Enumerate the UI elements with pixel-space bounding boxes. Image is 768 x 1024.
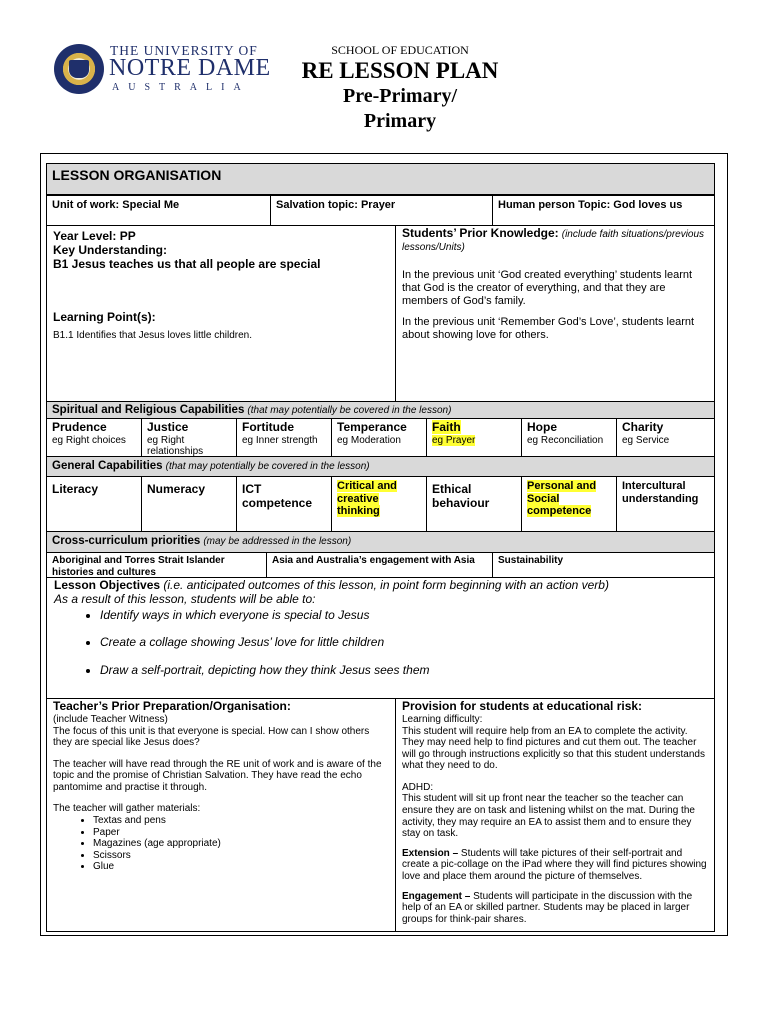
priority-aboriginal: Aboriginal and Torres Strait Islander histories and cultures — [46, 552, 267, 578]
capability-ict: ICT competence — [236, 476, 332, 532]
logo-line-1: THE UNIVERSITY OF — [110, 43, 258, 58]
teacher-prep-hint: (include Teacher Witness) — [53, 713, 168, 725]
capability-justice: Justice eg Right relationships — [141, 418, 237, 457]
prior-knowledge-label: Students’ Prior Knowledge: — [402, 226, 559, 240]
lesson-plan-table — [40, 153, 728, 936]
capability-ethical: Ethical behaviour — [426, 476, 522, 532]
teacher-prep-p2: The teacher will have read through the RE unit of work and is aware of the topic and the promise of Christian Salvation. They have read the echo pantomime and practise it through. — [53, 758, 382, 793]
capability-prudence: Prudence eg Right choices — [46, 418, 142, 457]
provision-label: Provision for students at educational risk: — [402, 699, 643, 713]
key-understanding-label: Key Understanding: — [53, 242, 168, 257]
teacher-prep-p1: The focus of this unit is that everyone is special. How can I show others they are special like Jesus does? — [53, 725, 370, 749]
capability-faith: Faith eg Prayer — [426, 418, 522, 457]
material-item: • Textas and pens — [93, 815, 389, 827]
engagement-label: Engagement – — [402, 890, 471, 902]
prior-knowledge-p2: In the previous unit ‘Remember God’s Love’, students learnt about showing love for others. — [402, 316, 695, 341]
capability-literacy: Literacy — [46, 476, 142, 532]
lesson-objectives-cell — [46, 577, 715, 699]
prior-knowledge-cell — [395, 225, 715, 402]
engagement-text: Students will participate in the discussion with the help of an EA or skilled partner. Students may be placed in larger groups for think-pair shares. — [402, 890, 693, 925]
capability-charity: Charity eg Service — [616, 418, 715, 457]
extension-label: Extension – — [402, 847, 459, 859]
capability-fortitude: Fortitude eg Inner strength — [236, 418, 332, 457]
spiritual-heading-note: (that may potentially be covered in the lesson) — [247, 405, 452, 416]
teacher-prep-label: Teacher’s Prior Preparation/Organisation: — [53, 699, 291, 713]
spiritual-heading-text: Spiritual and Religious Capabilities — [52, 404, 245, 416]
learning-difficulty-label: Learning difficulty: — [402, 713, 483, 725]
spiritual-capabilities-heading — [46, 401, 715, 419]
page-subtitle-1: Pre-Primary/ — [342, 85, 457, 107]
objectives-label: Lesson Objectives — [54, 578, 161, 592]
adhd-label: ADHD: — [402, 781, 434, 793]
material-item: • Paper — [93, 827, 389, 839]
extension-text: Students will take pictures of their self-portrait and create a pic-collage on the iPad where they will find pictures showing love and place them around the picture of themselves. — [402, 847, 707, 883]
priority-sustainability: Sustainability — [492, 552, 715, 578]
cross-heading-note: (may be addressed in the lesson) — [203, 536, 352, 547]
capability-temperance: Temperance eg Moderation — [331, 418, 427, 457]
objectives-note: (i.e. anticipated outcomes of this lesson, in point form beginning with an action verb) — [163, 578, 609, 592]
capability-intercultural: Intercultural understanding — [616, 476, 715, 532]
general-heading-note: (that may potentially be covered in the lesson) — [165, 461, 370, 472]
learning-difficulty-text: This student will require help from an EA to complete the activity. They may need help to find pictures and cut them out. The teacher will go through instructions explicitly so that this student understands what they need to do. — [402, 725, 705, 772]
capability-critical-thinking: Critical and creative thinking — [331, 476, 427, 532]
salvation-topic: Salvation topic: Prayer — [270, 194, 493, 226]
general-heading-text: General Capabilities — [52, 460, 163, 472]
university-seal-icon — [54, 44, 104, 94]
school-name: SCHOOL OF EDUCATION — [331, 43, 469, 57]
university-logo — [54, 41, 271, 97]
capability-numeracy: Numeracy — [141, 476, 237, 532]
capability-hope: Hope eg Reconciliation — [521, 418, 617, 457]
priority-asia: Asia and Australia’s engagement with Asia — [266, 552, 493, 578]
page-subtitle-2: Primary — [363, 110, 437, 132]
provision-cell — [395, 698, 715, 932]
logo-line-2: NOTRE DAME — [109, 55, 271, 81]
unit-of-work: Unit of work: Special Me — [46, 194, 271, 226]
prior-knowledge-p1: In the previous unit ‘God created everything’ students learnt that God is the creator of everything, and that they are members of God’s family. — [402, 269, 693, 307]
objective-item: • Create a collage showing Jesus’ love for little children — [100, 636, 707, 650]
human-person-topic: Human person Topic: God loves us — [492, 194, 715, 226]
adhd-text: This student will sit up front near the teacher so the teacher can ensure they are on task and listening whilst on the mat. During the activity, they may require an EA to assist them and to ensure they stay on task. — [402, 793, 695, 840]
objective-item: • Identify ways in which everyone is special to Jesus — [100, 609, 707, 623]
capability-personal-social: Personal and Social competence — [521, 476, 617, 532]
logo-line-3: AUSTRALIA — [112, 82, 250, 93]
key-understanding-cell — [46, 225, 396, 402]
lesson-organisation-heading: LESSON ORGANISATION — [46, 163, 715, 196]
teacher-preparation-cell — [46, 698, 396, 932]
cross-curriculum-heading — [46, 531, 715, 553]
page-title: RE LESSON PLAN — [301, 58, 499, 83]
teacher-prep-p3: The teacher will gather materials: — [53, 803, 201, 815]
key-understanding: B1 Jesus teaches us that all people are special — [53, 256, 321, 271]
learning-point: B1.1 Identifies that Jesus loves little children. — [53, 330, 252, 342]
general-capabilities-heading — [46, 456, 715, 477]
prior-knowledge-hint: (include faith situations/previous lessons/Units) — [402, 229, 705, 253]
learning-points-label: Learning Point(s): — [53, 310, 156, 325]
cross-heading-text: Cross-curriculum priorities — [52, 535, 201, 547]
material-item: • Glue — [93, 861, 389, 873]
objectives-intro: As a result of this lesson, students will be able to: — [54, 591, 316, 606]
objective-item: • Draw a self-portrait, depicting how they think Jesus sees them — [100, 664, 707, 678]
material-item: • Magazines (age appropriate) — [93, 838, 389, 850]
year-level: Year Level: PP — [53, 229, 136, 243]
material-item: • Scissors — [93, 850, 389, 862]
